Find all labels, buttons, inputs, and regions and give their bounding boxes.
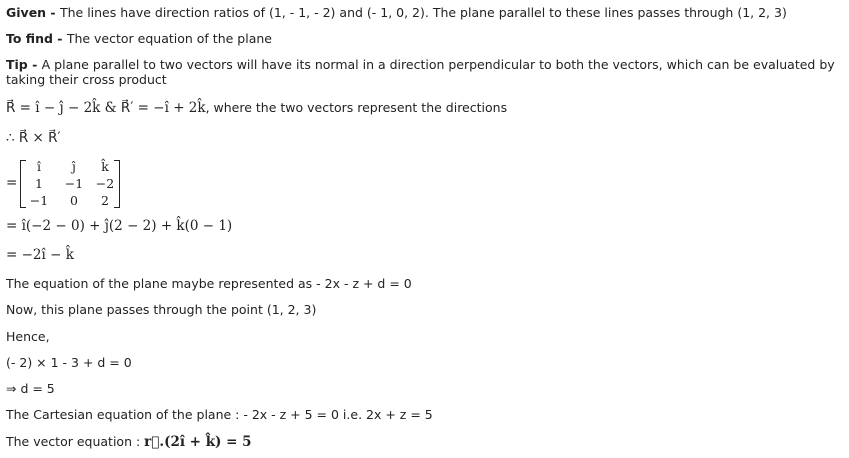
- vector-equation-label: The vector equation :: [6, 434, 145, 449]
- to-find-text: The vector equation of the plane: [66, 31, 272, 46]
- substitution-line: (- 2) × 1 - 3 + d = 0: [6, 355, 132, 370]
- cross-product-expansion: = î(−2 − 0) + ĵ(2 − 2) + k̂(0 − 1): [6, 218, 233, 234]
- to-find-label: To find -: [6, 31, 67, 46]
- d-value-line: ⇒ d = 5: [6, 381, 55, 396]
- vector-equation-math: r⃗.(2î + k̂) = 5: [144, 434, 252, 450]
- matrix-cell: ĵ: [72, 159, 76, 174]
- vectors-text: , where the two vectors represent the directions: [205, 100, 508, 115]
- given-line: [6, 5, 787, 20]
- given-label: Given -: [6, 5, 60, 20]
- vector-equation-line: [6, 434, 252, 450]
- matrix-cell: 1: [35, 176, 43, 191]
- matrix-cell: k̂: [101, 159, 109, 174]
- matrix-cell: −1: [64, 176, 84, 191]
- matrix-cell: −1: [29, 193, 49, 208]
- tip-text: A plane parallel to two vectors will have its normal in a direction perpendicular to both the vectors, which can be evaluated by taking their cross product: [6, 57, 835, 87]
- cartesian-equation-line: The Cartesian equation of the plane : - 2x - z + 5 = 0 i.e. 2x + z = 5: [6, 407, 433, 422]
- tip-paragraph: [6, 57, 846, 87]
- matrix-cell: î: [37, 159, 41, 174]
- matrix-cell: −2: [95, 176, 115, 191]
- passes-through-line: Now, this plane passes through the point (1, 2, 3): [6, 302, 317, 317]
- tip-label: Tip -: [6, 57, 42, 72]
- plane-equation-line: The equation of the plane maybe represented as - 2x - z + d = 0: [6, 276, 412, 291]
- matrix-cell: 2: [101, 193, 109, 208]
- matrix-equals: =: [6, 175, 18, 191]
- to-find-line: [6, 31, 272, 46]
- cross-product-result: = −2î − k̂: [6, 247, 74, 263]
- vectors-line: [6, 100, 507, 116]
- matrix-cell: 0: [70, 193, 78, 208]
- therefore-cross-product: ∴ R⃗ × R⃗′: [6, 130, 61, 146]
- vectors-math: R⃗ = î − ĵ − 2k̂ & R⃗′ = −î + 2k̂: [6, 100, 206, 116]
- hence-line: Hence,: [6, 329, 50, 344]
- given-text: The lines have direction ratios of (1, - 1, - 2) and (- 1, 0, 2). The plane parallel to these lines passes through (1, 2, 3): [59, 5, 787, 20]
